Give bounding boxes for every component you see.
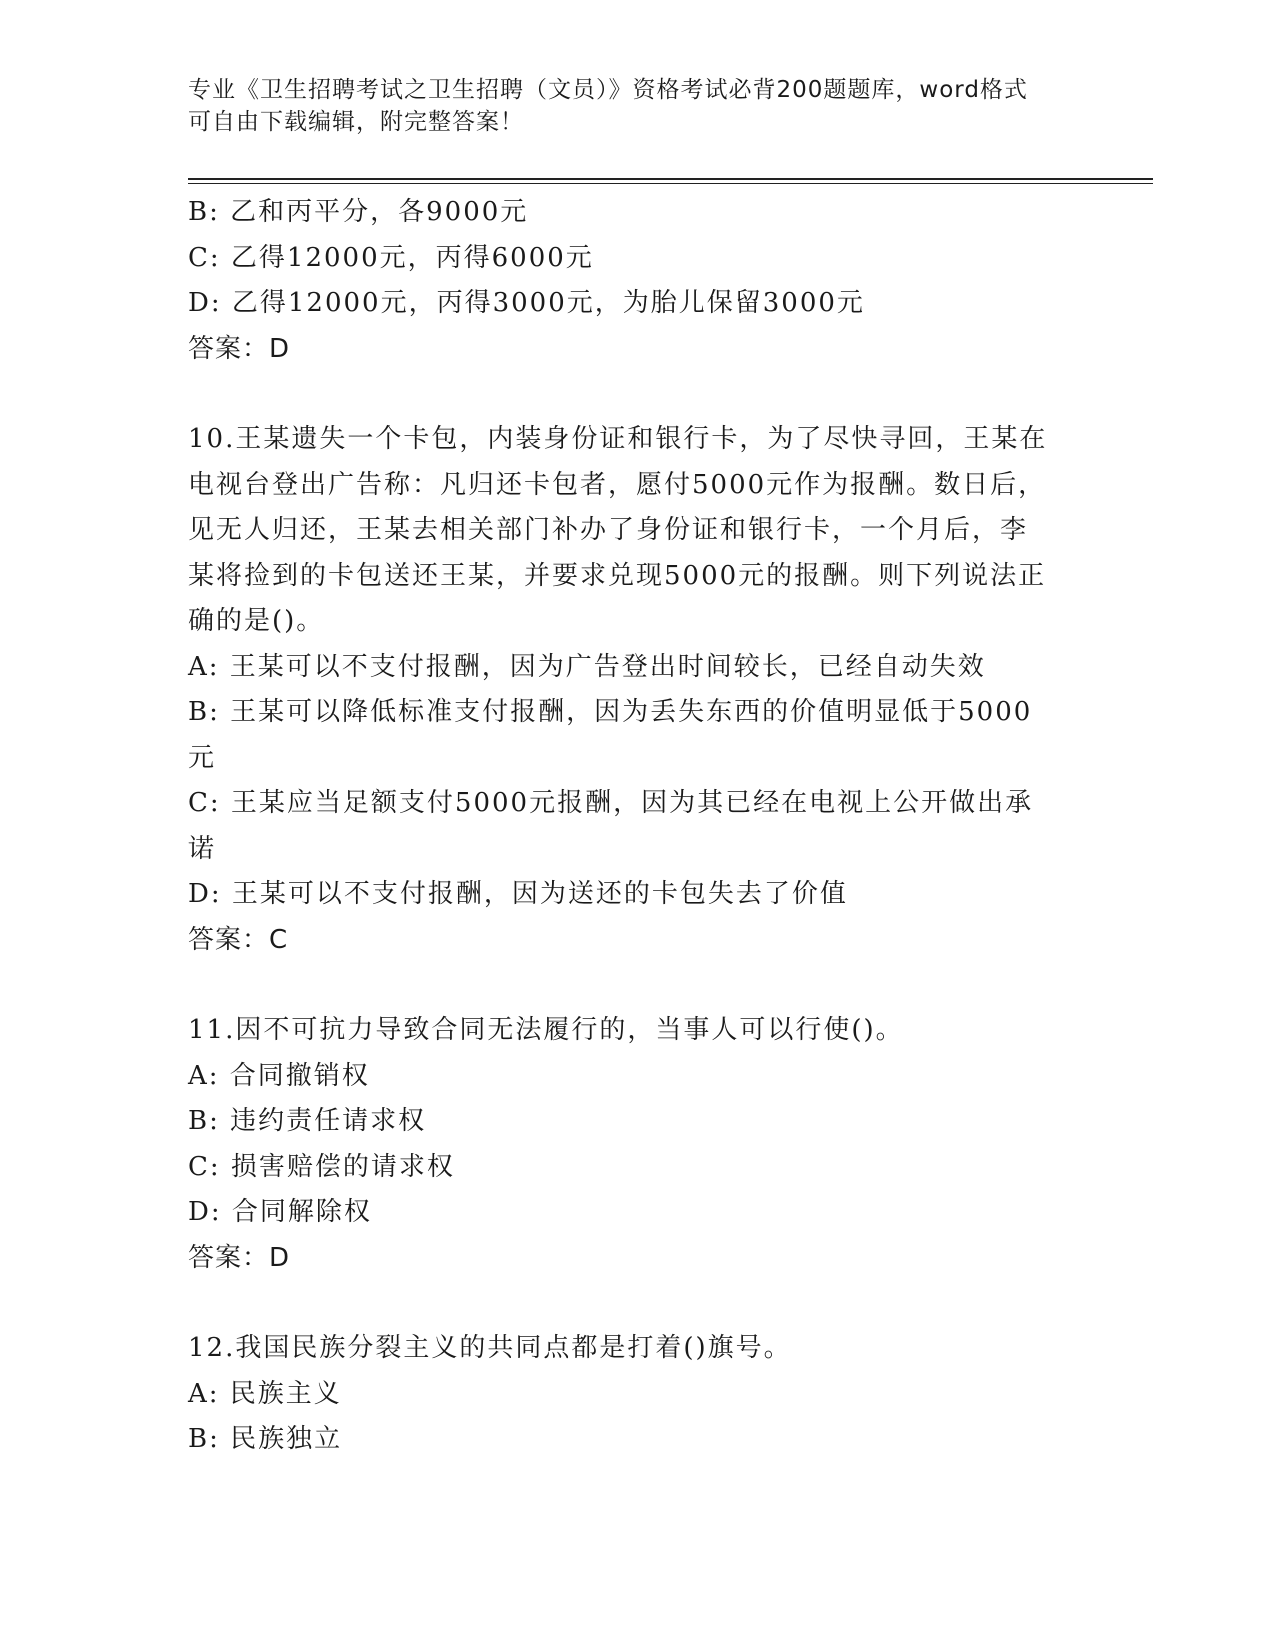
question-stem-line: 10.王某遗失一个卡包，内装身份证和银行卡，为了尽快寻回，王某在 <box>188 424 1048 454</box>
answer: 答案：D <box>188 1242 291 1273</box>
option-c: C: 王某应当足额支付5000元报酬，因为其已经在电视上公开做出承 <box>188 788 1034 818</box>
option-b: B: 民族独立 <box>188 1424 343 1454</box>
option-c: C: 乙得12000元，丙得6000元 <box>188 242 594 273</box>
question-stem-line: 电视台登出广告称：凡归还卡包者，愿付5000元作为报酬。数日后， <box>188 469 1047 500</box>
option-a: A: 合同撤销权 <box>188 1060 370 1091</box>
page-header <box>188 74 1068 138</box>
question-stem-line: 11.因不可抗力导致合同无法履行的，当事人可以行使()。 <box>188 1015 904 1045</box>
spacer <box>188 963 1088 1008</box>
option-c-continued: 诺 <box>188 833 217 864</box>
question-11 <box>188 1008 1088 1281</box>
question-content <box>188 190 1088 1463</box>
option-b: B: 王某可以降低标准支付报酬，因为丢失东西的价值明显低于5000 <box>188 697 1033 727</box>
header-line-1: 专业《卫生招聘考试之卫生招聘（文员）》资格考试必背200题题库，word格式 <box>188 77 1028 103</box>
question-stem-line: 某将捡到的卡包送还王某，并要求兑现5000元的报酬。则下列说法正 <box>188 560 1047 591</box>
option-b: B: 乙和丙平分，各9000元 <box>188 197 529 227</box>
option-d: D: 乙得12000元，丙得3000元，为胎儿保留3000元 <box>188 288 865 318</box>
option-d: D: 王某可以不支付报酬，因为送还的卡包失去了价值 <box>188 879 848 909</box>
header-rule-thick <box>188 178 1153 180</box>
question-12 <box>188 1326 1088 1463</box>
option-c: C: 损害赔偿的请求权 <box>188 1151 455 1182</box>
option-a: A: 王某可以不支付报酬，因为广告登出时间较长，已经自动失效 <box>188 651 986 682</box>
spacer <box>188 1281 1088 1326</box>
spacer <box>188 372 1088 417</box>
option-b-continued: 元 <box>188 742 217 773</box>
question-stem-line: 12.我国民族分裂主义的共同点都是打着()旗号。 <box>188 1333 792 1363</box>
question-stem-line: 确的是()。 <box>188 606 325 636</box>
answer: 答案：C <box>188 924 289 955</box>
option-a: A: 民族主义 <box>188 1378 342 1409</box>
question-stem-line: 见无人归还，王某去相关部门补办了身份证和银行卡，一个月后，李 <box>188 515 1029 545</box>
option-d: D: 合同解除权 <box>188 1197 372 1227</box>
header-line-2: 可自由下载编辑，附完整答案！ <box>188 109 524 135</box>
question-10 <box>188 417 1088 963</box>
header-rule-thin <box>188 183 1153 184</box>
option-b: B: 违约责任请求权 <box>188 1106 427 1136</box>
answer: 答案：D <box>188 333 291 364</box>
question-9-tail <box>188 190 1088 372</box>
